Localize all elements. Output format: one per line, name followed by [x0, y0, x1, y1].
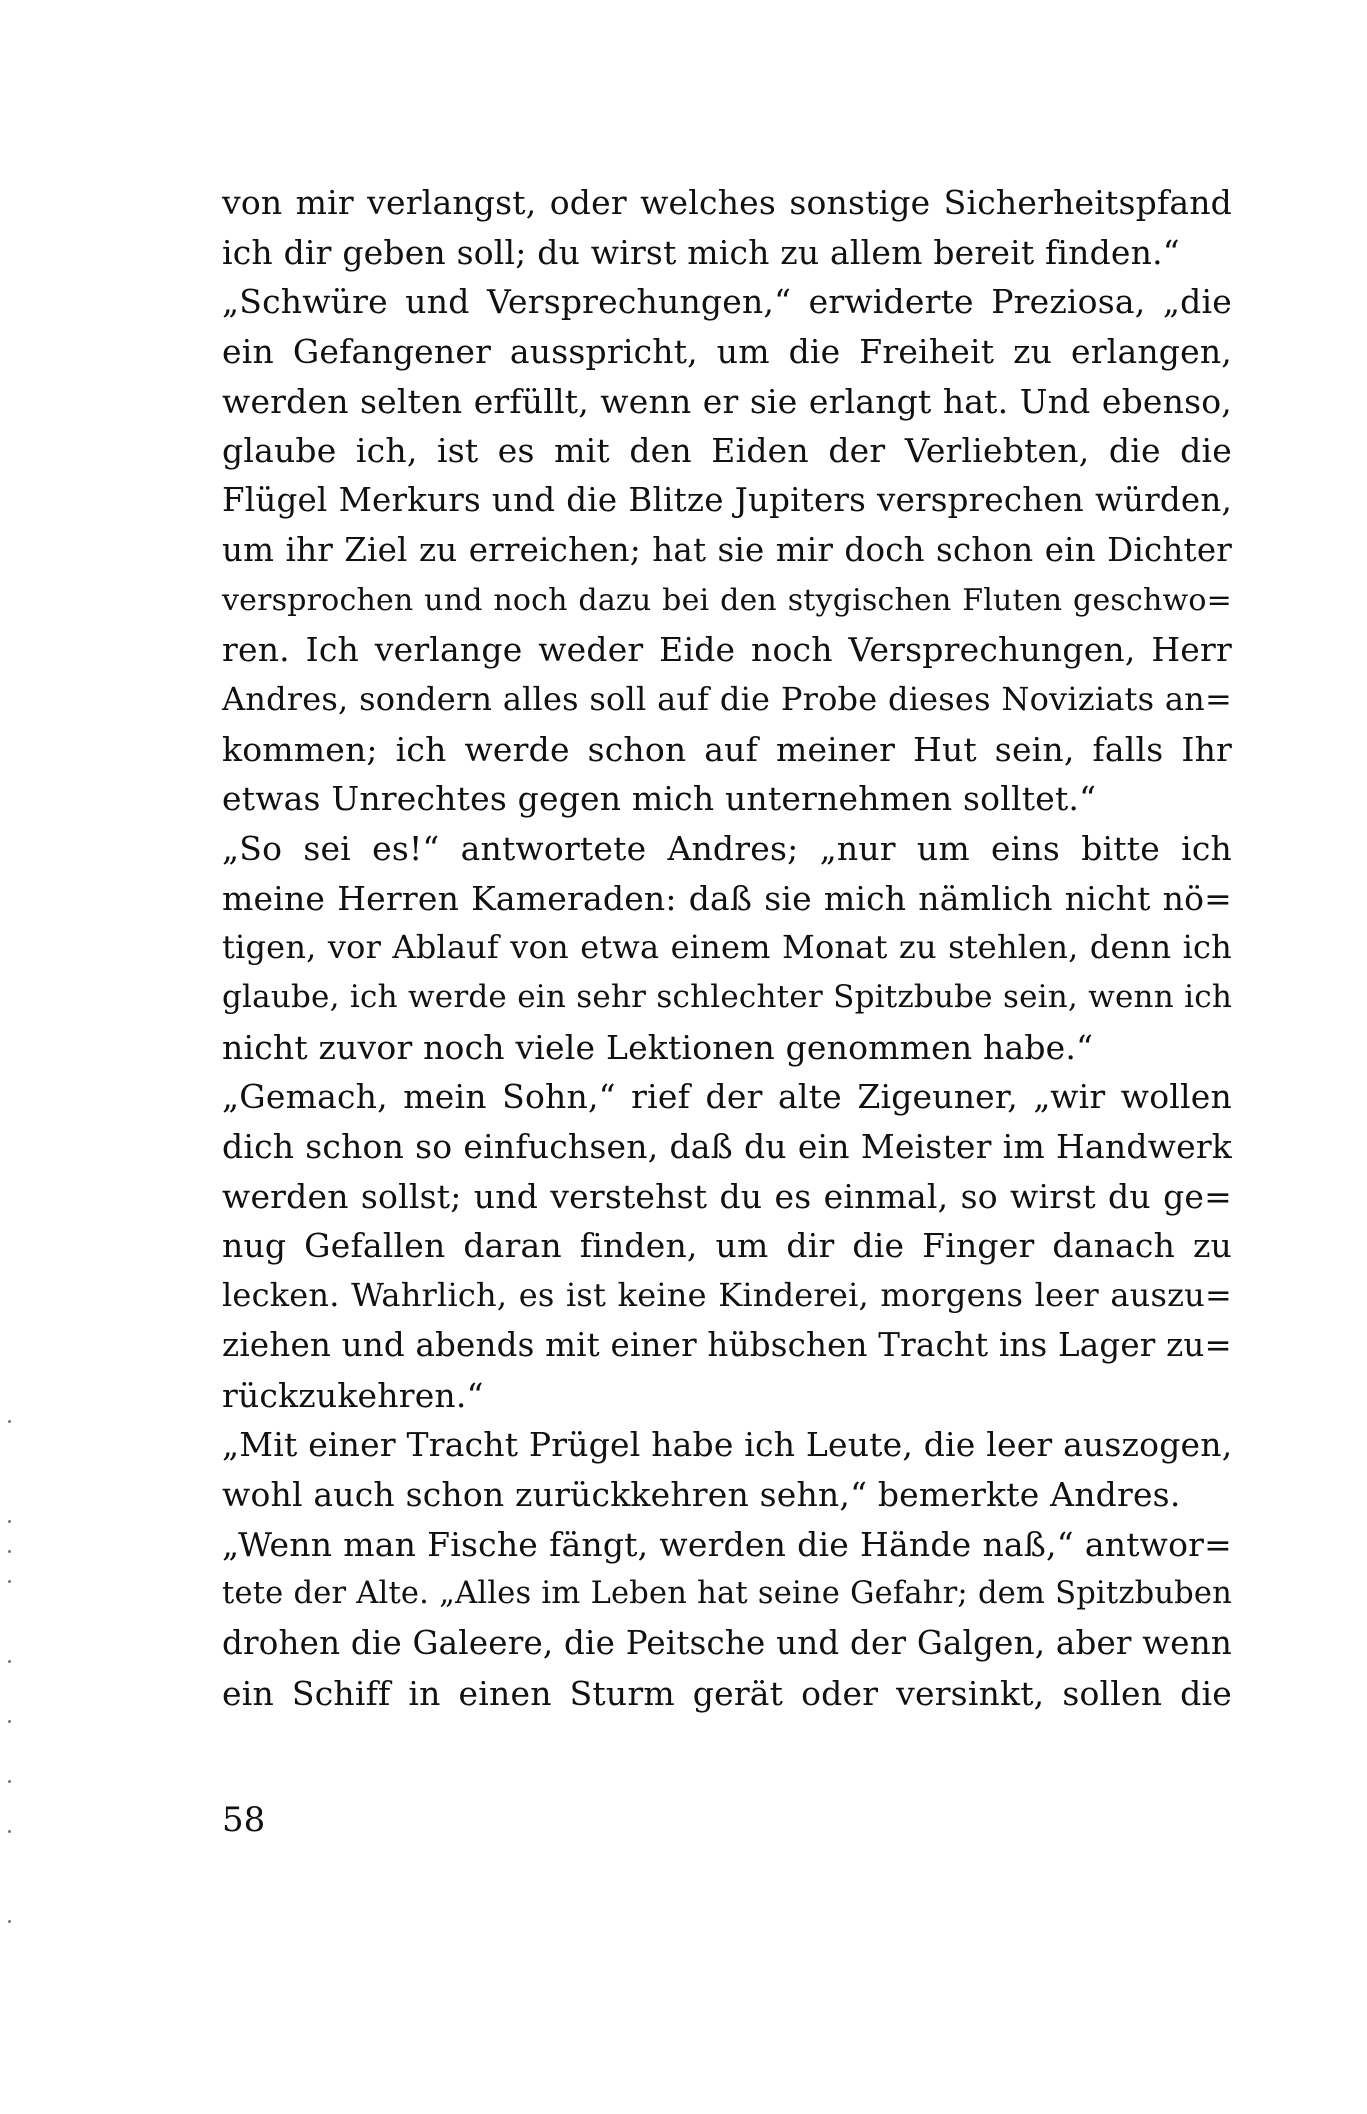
text-line: tete der Alte. „Alles im Leben hat seine Gefahr; dem Spitzbuben — [222, 1576, 1232, 1612]
text-line: tigen, vor Ablauf von etwa einem Monat zu stehlen, denn ich — [222, 928, 1232, 967]
page-body-text — [222, 178, 1232, 1718]
text-line: ich dir geben soll; du wirst mich zu allem bereit finden.“ — [222, 232, 1180, 272]
scan-edge-marks — [8, 1400, 14, 2100]
text-line: rückzukehren.“ — [222, 1375, 484, 1415]
text-line: glaube, ich werde ein sehr schlechter Spitzbube sein, wenn ich — [222, 979, 1232, 1015]
text-line: kommen; ich werde schon auf meiner Hut sein, falls Ihr — [222, 729, 1232, 769]
text-line: „So sei es!“ antwortete Andres; „nur um eins bitte ich — [222, 828, 1232, 868]
text-line: lecken. Wahrlich, es ist keine Kinderei, morgens leer auszu= — [222, 1276, 1232, 1315]
text-line: glaube ich, ist es mit den Eiden der Verliebten, die die — [222, 431, 1232, 471]
text-line: ren. Ich verlange weder Eide noch Versprechungen, Herr — [222, 630, 1232, 670]
text-line: etwas Unrechtes gegen mich unternehmen solltet.“ — [222, 779, 1097, 819]
text-line: nicht zuvor noch viele Lektionen genommen habe.“ — [222, 1027, 1094, 1067]
text-line: ein Gefangener ausspricht, um die Freiheit zu erlangen, — [222, 332, 1232, 372]
text-line: „Wenn man Fische fängt, werden die Hände naß,“ antwor= — [222, 1524, 1232, 1564]
text-line: „Mit einer Tracht Prügel habe ich Leute, die leer auszogen, — [222, 1425, 1233, 1465]
text-line: versprochen und noch dazu bei den stygischen Fluten geschwo= — [222, 582, 1232, 618]
text-line: „Gemach, mein Sohn,“ rief der alte Zigeuner, „wir wollen — [222, 1077, 1232, 1117]
text-line: dich schon so einfuchsen, daß du ein Meister im Handwerk — [222, 1127, 1232, 1167]
text-line: ein Schiff in einen Sturm gerät oder versinkt, sollen die — [222, 1673, 1232, 1713]
text-line: von mir verlangst, oder welches sonstige Sicherheitspfand — [222, 183, 1232, 222]
text-line: nug Gefallen daran finden, um dir die Finger danach zu — [222, 1226, 1232, 1266]
text-line: Flügel Merkurs und die Blitze Jupiters versprechen würden, — [222, 481, 1232, 520]
text-line: um ihr Ziel zu erreichen; hat sie mir doch schon ein Dichter — [222, 530, 1232, 569]
text-line: werden selten erfüllt, wenn er sie erlangt hat. Und ebenso, — [222, 381, 1232, 421]
text-line: werden sollst; und verstehst du es einmal, so wirst du ge= — [222, 1176, 1232, 1216]
text-line: Andres, sondern alles soll auf die Probe dieses Noviziats an= — [222, 679, 1232, 718]
text-line: ziehen und abends mit einer hübschen Tracht ins Lager zu= — [222, 1325, 1232, 1364]
text-line: „Schwüre und Versprechungen,“ erwiderte Preziosa, „die — [222, 282, 1232, 322]
text-line: wohl auch schon zurückkehren sehn,“ bemerkte Andres. — [222, 1474, 1181, 1514]
text-line: drohen die Galeere, die Peitsche und der Galgen, aber wenn — [222, 1623, 1232, 1662]
text-line: meine Herren Kameraden: daß sie mich nämlich nicht nö= — [222, 878, 1232, 918]
page-number: 58 — [222, 1800, 266, 1840]
